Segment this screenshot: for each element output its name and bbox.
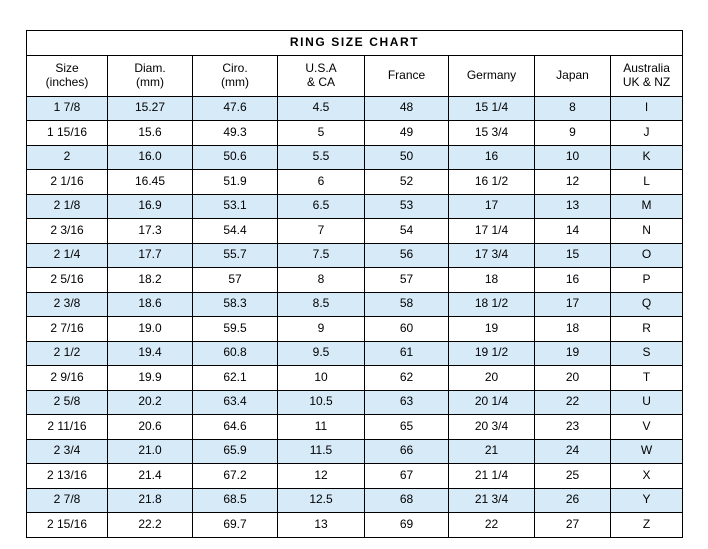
table-cell: 57 <box>365 268 449 293</box>
column-header-line2: UK & NZ <box>622 74 671 89</box>
table-cell: 16.0 <box>108 145 193 170</box>
table-cell: 20 1/4 <box>449 390 535 415</box>
table-cell: 19 <box>449 317 535 342</box>
table-cell: 56 <box>365 243 449 268</box>
column-header-japan <box>535 55 611 96</box>
column-header-line2: (mm) <box>136 74 164 89</box>
table-cell: 21 <box>449 439 535 464</box>
table-cell: 6.5 <box>278 194 365 219</box>
table-cell: 25 <box>535 464 611 489</box>
table-cell: 68.5 <box>193 488 278 513</box>
table-cell: 15.6 <box>108 121 193 146</box>
table-cell: 63.4 <box>193 390 278 415</box>
table-cell: 1 7/8 <box>27 96 108 121</box>
table-row <box>27 219 683 244</box>
table-cell: 13 <box>278 513 365 538</box>
table-cell: M <box>611 194 683 219</box>
table-cell: 4.5 <box>278 96 365 121</box>
table-cell: 2 3/8 <box>27 292 108 317</box>
table-row <box>27 292 683 317</box>
table-cell: 7.5 <box>278 243 365 268</box>
table-cell: 2 7/16 <box>27 317 108 342</box>
table-cell: 2 1/8 <box>27 194 108 219</box>
table-cell: 10 <box>278 366 365 391</box>
column-header-line1: Size <box>55 60 79 75</box>
table-header <box>27 55 683 96</box>
table-cell: 63 <box>365 390 449 415</box>
column-header-size <box>27 55 108 96</box>
table-cell: 50.6 <box>193 145 278 170</box>
table-cell: 16 <box>535 268 611 293</box>
table-row <box>27 464 683 489</box>
table-row <box>27 170 683 195</box>
table-cell: 12 <box>535 170 611 195</box>
table-cell: 16 <box>449 145 535 170</box>
table-cell: 20 <box>449 366 535 391</box>
table-cell: K <box>611 145 683 170</box>
table-cell: 16.45 <box>108 170 193 195</box>
table-cell: Y <box>611 488 683 513</box>
column-header-france <box>365 55 449 96</box>
table-cell: 24 <box>535 439 611 464</box>
table-row <box>27 341 683 366</box>
table-row <box>27 121 683 146</box>
table-cell: 47.6 <box>193 96 278 121</box>
table-cell: U <box>611 390 683 415</box>
table-cell: 12 <box>278 464 365 489</box>
table-cell: 53 <box>365 194 449 219</box>
table-cell: 2 3/4 <box>27 439 108 464</box>
table-cell: Q <box>611 292 683 317</box>
table-cell: 66 <box>365 439 449 464</box>
table-cell: 7 <box>278 219 365 244</box>
table-cell: 1 15/16 <box>27 121 108 146</box>
table-cell: S <box>611 341 683 366</box>
ring-size-chart <box>26 30 682 538</box>
table-row <box>27 243 683 268</box>
table-cell: 9 <box>535 121 611 146</box>
table-cell: N <box>611 219 683 244</box>
table-row <box>27 488 683 513</box>
table-row <box>27 268 683 293</box>
table-cell: 13 <box>535 194 611 219</box>
column-header-line2: (inches) <box>45 74 89 89</box>
table-row <box>27 96 683 121</box>
table-cell: I <box>611 96 683 121</box>
table-cell: 19.4 <box>108 341 193 366</box>
table-cell: 10 <box>535 145 611 170</box>
table-cell: 15 <box>535 243 611 268</box>
table-cell: 64.6 <box>193 415 278 440</box>
table-cell: 19 <box>535 341 611 366</box>
table-cell: 17.7 <box>108 243 193 268</box>
table-cell: 9.5 <box>278 341 365 366</box>
table-cell: 52 <box>365 170 449 195</box>
table-cell: 2 3/16 <box>27 219 108 244</box>
table-cell: 65.9 <box>193 439 278 464</box>
table-cell: 60.8 <box>193 341 278 366</box>
table-row <box>27 194 683 219</box>
table-cell: 21 3/4 <box>449 488 535 513</box>
table-cell: 60 <box>365 317 449 342</box>
table-cell: R <box>611 317 683 342</box>
table-cell: 20 3/4 <box>449 415 535 440</box>
table-cell: 17 <box>535 292 611 317</box>
table-cell: 8 <box>535 96 611 121</box>
table-cell: 17 1/4 <box>449 219 535 244</box>
table-row <box>27 317 683 342</box>
table-row <box>27 415 683 440</box>
table-row <box>27 390 683 415</box>
column-header-line1: Germany <box>466 67 517 82</box>
table-cell: 69.7 <box>193 513 278 538</box>
table-cell: 16.9 <box>108 194 193 219</box>
table-cell: 5.5 <box>278 145 365 170</box>
table-cell: 27 <box>535 513 611 538</box>
column-header-line1: Diam. <box>134 60 166 75</box>
table-cell: 54.4 <box>193 219 278 244</box>
table-cell: 19.0 <box>108 317 193 342</box>
table-cell: 2 7/8 <box>27 488 108 513</box>
table-cell: 20 <box>535 366 611 391</box>
table-cell: 53.1 <box>193 194 278 219</box>
table-cell: 8 <box>278 268 365 293</box>
header-row <box>27 55 683 96</box>
table-cell: 18.6 <box>108 292 193 317</box>
table-cell: 49.3 <box>193 121 278 146</box>
table-row <box>27 513 683 538</box>
table-cell: 2 13/16 <box>27 464 108 489</box>
page-title: RING SIZE CHART <box>27 31 683 56</box>
table-cell: 22 <box>449 513 535 538</box>
table-cell: 62.1 <box>193 366 278 391</box>
table-cell: 2 5/16 <box>27 268 108 293</box>
table-cell: X <box>611 464 683 489</box>
table-cell: V <box>611 415 683 440</box>
table-cell: 11.5 <box>278 439 365 464</box>
table-cell: 22 <box>535 390 611 415</box>
column-header-line1: U.S.A <box>305 60 337 75</box>
column-header-circumference <box>193 55 278 96</box>
table-cell: T <box>611 366 683 391</box>
table-cell: 8.5 <box>278 292 365 317</box>
table-cell: 51.9 <box>193 170 278 195</box>
column-header-usa-ca <box>278 55 365 96</box>
table-cell: Z <box>611 513 683 538</box>
table-cell: 22.2 <box>108 513 193 538</box>
table-cell: 21 1/4 <box>449 464 535 489</box>
table-cell: 65 <box>365 415 449 440</box>
column-header-line1: France <box>387 67 426 82</box>
table-cell: 57 <box>193 268 278 293</box>
column-header-line2: & CA <box>306 74 335 89</box>
table-cell: 21.4 <box>108 464 193 489</box>
table-cell: 54 <box>365 219 449 244</box>
table-cell: 26 <box>535 488 611 513</box>
table-cell: 67 <box>365 464 449 489</box>
table-cell: 10.5 <box>278 390 365 415</box>
table-cell: 2 5/8 <box>27 390 108 415</box>
table-cell: 49 <box>365 121 449 146</box>
table-cell: 16 1/2 <box>449 170 535 195</box>
table-cell: 20.2 <box>108 390 193 415</box>
table-cell: 19 1/2 <box>449 341 535 366</box>
table-cell: 23 <box>535 415 611 440</box>
table-cell: 5 <box>278 121 365 146</box>
column-header-line1: Japan <box>556 67 589 82</box>
table-cell: 2 1/4 <box>27 243 108 268</box>
table-cell: 18 <box>535 317 611 342</box>
table-cell: 2 15/16 <box>27 513 108 538</box>
column-header-australia-uk-nz <box>611 55 683 96</box>
table-cell: 19.9 <box>108 366 193 391</box>
column-header-line1: Australia <box>623 60 670 75</box>
table-cell: 58.3 <box>193 292 278 317</box>
table-cell: 68 <box>365 488 449 513</box>
table-cell: 11 <box>278 415 365 440</box>
table-cell: 17 <box>449 194 535 219</box>
table-cell: 17.3 <box>108 219 193 244</box>
table-cell: J <box>611 121 683 146</box>
table-cell: L <box>611 170 683 195</box>
table-cell: 67.2 <box>193 464 278 489</box>
table-cell: 59.5 <box>193 317 278 342</box>
table-cell: O <box>611 243 683 268</box>
table-cell: 17 3/4 <box>449 243 535 268</box>
table-cell: 18 <box>449 268 535 293</box>
table-cell: 15.27 <box>108 96 193 121</box>
column-header-diameter <box>108 55 193 96</box>
table-cell: W <box>611 439 683 464</box>
table-row <box>27 366 683 391</box>
table-cell: 58 <box>365 292 449 317</box>
table-cell: 14 <box>535 219 611 244</box>
table-cell: 18.2 <box>108 268 193 293</box>
table-cell: 61 <box>365 341 449 366</box>
table-cell: P <box>611 268 683 293</box>
table-cell: 2 9/16 <box>27 366 108 391</box>
table-title-row <box>27 31 683 56</box>
table-cell: 50 <box>365 145 449 170</box>
table-cell: 15 3/4 <box>449 121 535 146</box>
table-cell: 48 <box>365 96 449 121</box>
table-cell: 62 <box>365 366 449 391</box>
table-cell: 2 <box>27 145 108 170</box>
column-header-line1: Ciro. <box>222 60 248 75</box>
ring-size-table <box>26 30 683 538</box>
table-body <box>27 96 683 537</box>
table-cell: 2 1/2 <box>27 341 108 366</box>
column-header-line2: (mm) <box>221 74 249 89</box>
table-cell: 20.6 <box>108 415 193 440</box>
table-cell: 18 1/2 <box>449 292 535 317</box>
table-row <box>27 145 683 170</box>
table-cell: 55.7 <box>193 243 278 268</box>
column-header-germany <box>449 55 535 96</box>
table-cell: 9 <box>278 317 365 342</box>
table-cell: 21.8 <box>108 488 193 513</box>
table-cell: 2 11/16 <box>27 415 108 440</box>
table-cell: 15 1/4 <box>449 96 535 121</box>
table-cell: 6 <box>278 170 365 195</box>
table-cell: 2 1/16 <box>27 170 108 195</box>
table-cell: 12.5 <box>278 488 365 513</box>
table-row <box>27 439 683 464</box>
table-cell: 69 <box>365 513 449 538</box>
table-cell: 21.0 <box>108 439 193 464</box>
